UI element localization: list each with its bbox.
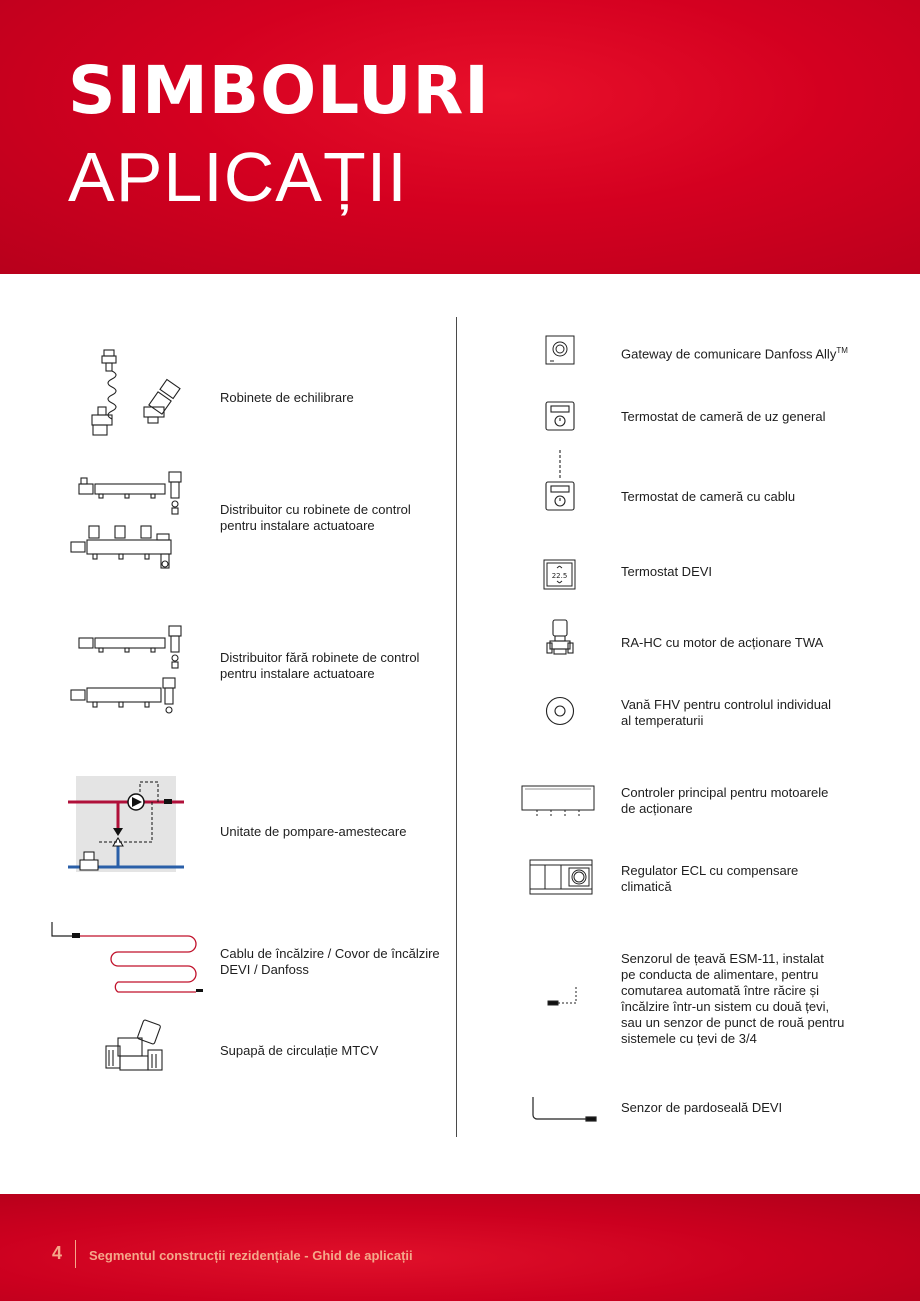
right-item-label: Senzorul de țeavă ESM-11, instalat pe conducta de alimentare, pentru comutarea automată între răcire și încălzire într-un sistem cu două țevi, sau un senzor de punct de rouă pentru sistemele cu țevi de 3/4 (621, 951, 845, 1046)
devi-thermostat-icon (543, 559, 576, 590)
gateway-label-text: Gateway de comunicare Danfoss Ally (621, 346, 837, 362)
gateway-icon (545, 335, 575, 365)
balancing-valves-icon (78, 345, 188, 440)
room-thermostat-icon (545, 401, 575, 431)
page-title: SIMBOLURI (68, 52, 490, 129)
left-item-label: Cablu de încălzire / Covor de încălzire DEVI / Danfoss (220, 946, 440, 977)
page-subtitle: APLICAȚII (68, 138, 408, 216)
pipe-sensor-icon (546, 985, 580, 1009)
page-number: 4 (52, 1243, 63, 1263)
ra-hc-twa-icon (546, 619, 574, 655)
ecl-regulator-icon (529, 859, 593, 897)
column-divider (456, 317, 457, 1137)
right-item-label (621, 343, 881, 362)
header-banner (0, 0, 920, 274)
right-item-label: Regulator ECL cu compensare climatică (621, 863, 799, 894)
left-item-label: Supapă de circulație MTCV (220, 1043, 379, 1058)
wired-thermostat-icon (545, 450, 575, 512)
left-item-label: Distribuitor cu robinete de control pentru instalare actuatoare (220, 502, 411, 533)
master-controller-icon (521, 785, 595, 819)
right-item-label: Termostat DEVI (621, 564, 713, 579)
fhv-valve-icon (545, 696, 575, 726)
manifold-with-valves-icon (65, 468, 190, 580)
right-item-label: Controler principal pentru motoarele de acționare (621, 785, 829, 816)
devi-display-value: 22.5 (551, 572, 568, 580)
right-item-label: Vană FHV pentru controlul individual al temperaturii (621, 697, 832, 728)
left-item-label: Unitate de pompare-amestecare (220, 824, 407, 839)
heating-cable-icon (48, 918, 208, 993)
pump-mixing-unit-icon (68, 774, 188, 874)
right-item-label: RA-HC cu motor de acționare TWA (621, 635, 824, 650)
mtcv-valve-icon (100, 1016, 170, 1076)
manifold-without-valves-icon (65, 622, 190, 722)
right-item-label: Termostat de cameră de uz general (621, 409, 826, 424)
trademark-sup: TM (836, 346, 848, 355)
right-item-label: Termostat de cameră cu cablu (621, 489, 796, 504)
footer-title: Segmentul construcții rezidențiale - Ghid de aplicații (89, 1248, 413, 1263)
left-item-label: Distribuitor fără robinete de control pentru instalare actuatoare (220, 650, 420, 681)
floor-sensor-icon (530, 1095, 600, 1123)
footer-separator (75, 1240, 76, 1268)
left-item-label: Robinete de echilibrare (220, 390, 354, 405)
right-item-label: Senzor de pardoseală DEVI (621, 1100, 783, 1115)
